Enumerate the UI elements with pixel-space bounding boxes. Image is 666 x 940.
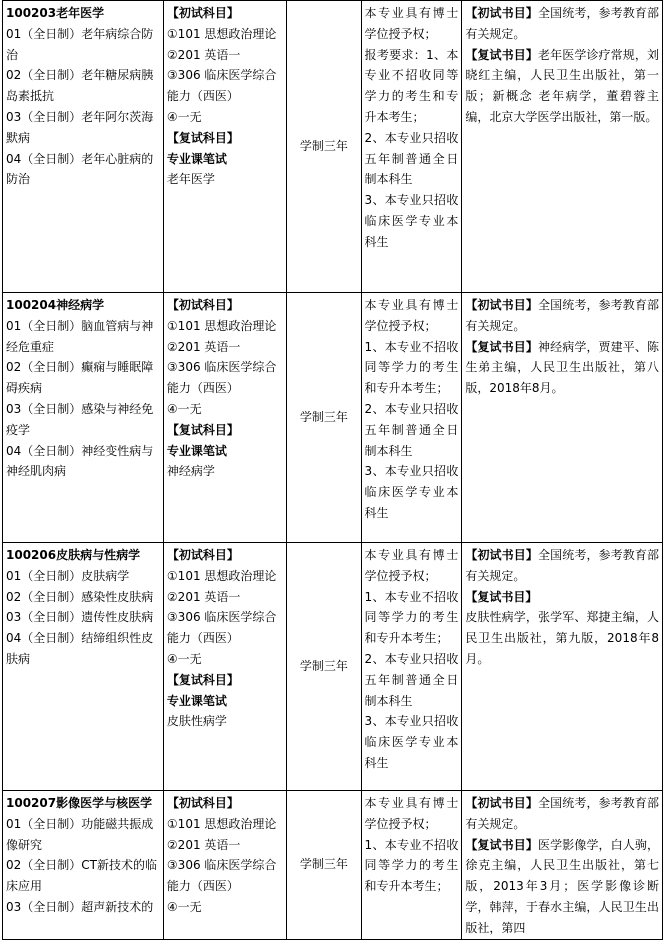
- retest-type: 专业课笔试: [166, 151, 227, 166]
- book-retest-label: 【复试书目】: [465, 339, 538, 354]
- direction-item: 02（全日制）CT新技术的临床应用: [6, 858, 157, 894]
- books-cell: [462, 1, 663, 293]
- exam-subjects-cell: [163, 543, 286, 791]
- note-item: 本专业具有博士学位授予权；: [364, 796, 459, 831]
- direction-item: 01（全日制）皮肤病学: [6, 568, 130, 583]
- note-item: 报考要求：1、本专业不招收同等学力的考生和专升本考生；: [364, 47, 459, 124]
- direction-item: 03（全日制）老年阿尔茨海默病: [6, 109, 154, 145]
- notes-cell: [361, 1, 462, 293]
- exam-subjects-cell: [163, 791, 286, 940]
- direction-item: 02（全日制）癫痫与睡眠障碍疾病: [6, 360, 154, 396]
- book-retest-label: 【复试书目】: [465, 589, 538, 604]
- duration-cell: 学制三年: [287, 791, 361, 940]
- prelim-item: ③306 临床医学综合能力（西医）: [166, 68, 277, 104]
- retest-title: 【复试科目】: [166, 672, 239, 687]
- prelim-item: ①101 思想政治理论: [166, 568, 277, 583]
- direction-item: 01（全日制）功能磁共振成像研究: [6, 816, 154, 852]
- retest-title: 【复试科目】: [166, 422, 239, 437]
- table-row: [3, 543, 663, 791]
- major-title: 100207影像医学与核医学: [6, 796, 153, 810]
- book-prelim-label: 【初试书目】: [465, 548, 538, 562]
- book-prelim-label: 【初试书目】: [465, 298, 538, 312]
- duration-cell: 学制三年: [287, 293, 361, 543]
- prelim-title: 【初试科目】: [166, 548, 239, 562]
- book-prelim-text: 全国统考，参考教育部有关规定。: [465, 298, 659, 333]
- books-cell: [462, 543, 663, 791]
- prelim-item: ③306 临床医学综合能力（西医）: [166, 858, 277, 894]
- book-retest-text: 皮肤性病学，张学军、郑捷主编，人民卫生出版社，第九版，2018年8月。: [465, 610, 659, 666]
- prelim-item: ②201 英语一: [166, 339, 241, 354]
- book-prelim-text: 全国统考，参考教育部有关规定。: [465, 6, 659, 41]
- exam-subjects-cell: [163, 293, 286, 543]
- prelim-title: 【初试科目】: [166, 6, 239, 20]
- major-title: 100204神经病学: [6, 298, 105, 312]
- prelim-item: ④一无: [166, 401, 202, 416]
- prelim-item: ①101 思想政治理论: [166, 816, 277, 831]
- prelim-item: ③306 临床医学综合能力（西医）: [166, 360, 277, 396]
- book-retest-text: 医学影像学，白人驹，徐克主编，人民卫生出版社，第七版，2013年3月；医学影像诊断学，韩萍，于春水主编，人民卫生出版社，第四: [465, 837, 659, 935]
- prelim-item: ①101 思想政治理论: [166, 318, 277, 333]
- book-retest-text: 老年医学诊疗常规，刘晓红主编，人民卫生出版社，第一版；新概念 老年病学，董碧蓉主编，北京大学医学出版社，第一版。: [465, 47, 659, 124]
- major-cell: [3, 543, 164, 791]
- major-cell: [3, 791, 164, 940]
- note-item: 3、本专业只招收临床医学专业本科生: [364, 193, 459, 249]
- note-item: 2、本专业只招收五年制普通全日制本科生: [364, 651, 459, 708]
- book-prelim-label: 【初试书目】: [465, 796, 538, 810]
- note-item: 本专业具有博士学位授予权；: [364, 6, 459, 41]
- note-item: 本专业具有博士学位授予权；: [364, 298, 459, 333]
- book-retest-label: 【复试书目】: [465, 837, 538, 852]
- prelim-item: ④一无: [166, 651, 202, 666]
- direction-item: 04（全日制）老年心脏病的防治: [6, 151, 154, 187]
- duration-cell: 学制三年: [287, 543, 361, 791]
- book-prelim-text: 全国统考，参考教育部有关规定。: [465, 796, 659, 831]
- program-table: [2, 0, 663, 940]
- table-row: [3, 791, 663, 940]
- direction-item: 01（全日制）老年病综合防治: [6, 26, 154, 62]
- direction-item: 02（全日制）老年糖尿病胰岛素抵抗: [6, 68, 154, 104]
- note-item: 2、本专业只招收五年制普通全日制本科生: [364, 401, 459, 458]
- prelim-item: ①101 思想政治理论: [166, 26, 277, 41]
- note-item: 1、本专业不招收同等学力的考生和专升本考生；: [364, 589, 459, 646]
- notes-cell: [361, 543, 462, 791]
- prelim-item: ③306 临床医学综合能力（西医）: [166, 610, 277, 646]
- direction-item: 02（全日制）感染性皮肤病: [6, 589, 154, 604]
- books-cell: [462, 791, 663, 940]
- book-prelim-text: 全国统考，参考教育部有关规定。: [465, 548, 659, 583]
- retest-subject: 皮肤性病学: [166, 714, 227, 729]
- prelim-item: ②201 英语一: [166, 47, 241, 62]
- major-title: 100203老年医学: [6, 6, 105, 20]
- note-item: 本专业具有博士学位授予权；: [364, 548, 459, 583]
- note-item: 1、本专业不招收同等学力的考生和专升本考生；: [364, 837, 459, 894]
- retest-subject: 老年医学: [166, 172, 215, 187]
- book-prelim-label: 【初试书目】: [465, 6, 538, 20]
- exam-subjects-cell: [163, 1, 286, 293]
- prelim-item: ②201 英语一: [166, 589, 241, 604]
- retest-type: 专业课笔试: [166, 443, 227, 458]
- notes-cell: [361, 293, 462, 543]
- prelim-item: ②201 英语一: [166, 837, 241, 852]
- prelim-title: 【初试科目】: [166, 796, 239, 810]
- note-item: 1、本专业不招收同等学力的考生和专升本考生；: [364, 339, 459, 396]
- major-title: 100206皮肤病与性病学: [6, 548, 141, 562]
- notes-cell: [361, 791, 462, 940]
- books-cell: [462, 293, 663, 543]
- note-item: 2、本专业只招收五年制普通全日制本科生: [364, 130, 459, 187]
- table-row: [3, 1, 663, 293]
- major-cell: [3, 293, 164, 543]
- major-cell: [3, 1, 164, 293]
- direction-item: 03（全日制）感染与神经免疫学: [6, 401, 154, 437]
- note-item: 3、本专业只招收临床医学专业本科生: [364, 714, 459, 770]
- prelim-title: 【初试科目】: [166, 298, 239, 312]
- retest-type: 专业课笔试: [166, 693, 227, 708]
- retest-subject: 神经病学: [166, 464, 215, 479]
- table-row: [3, 293, 663, 543]
- book-retest-text: 神经病学，贾建平、陈生弟主编，人民卫生出版社，第八版，2018年8月。: [465, 339, 659, 396]
- note-item: 3、本专业只招收临床医学专业本科生: [364, 464, 459, 520]
- direction-item: 03（全日制）遗传性皮肤病: [6, 610, 154, 625]
- direction-item: 04（全日制）神经变性病与神经肌肉病: [6, 443, 154, 479]
- prelim-item: ④一无: [166, 109, 202, 124]
- prelim-item: ④一无: [166, 899, 202, 914]
- direction-item: 04（全日制）结缔组织性皮肤病: [6, 631, 154, 666]
- direction-item: 01（全日制）脑血管病与神经危重症: [6, 318, 154, 354]
- duration-cell: 学制三年: [287, 1, 361, 293]
- retest-title: 【复试科目】: [166, 130, 239, 145]
- book-retest-label: 【复试书目】: [465, 47, 538, 62]
- direction-item: 03（全日制）超声新技术的: [6, 899, 154, 914]
